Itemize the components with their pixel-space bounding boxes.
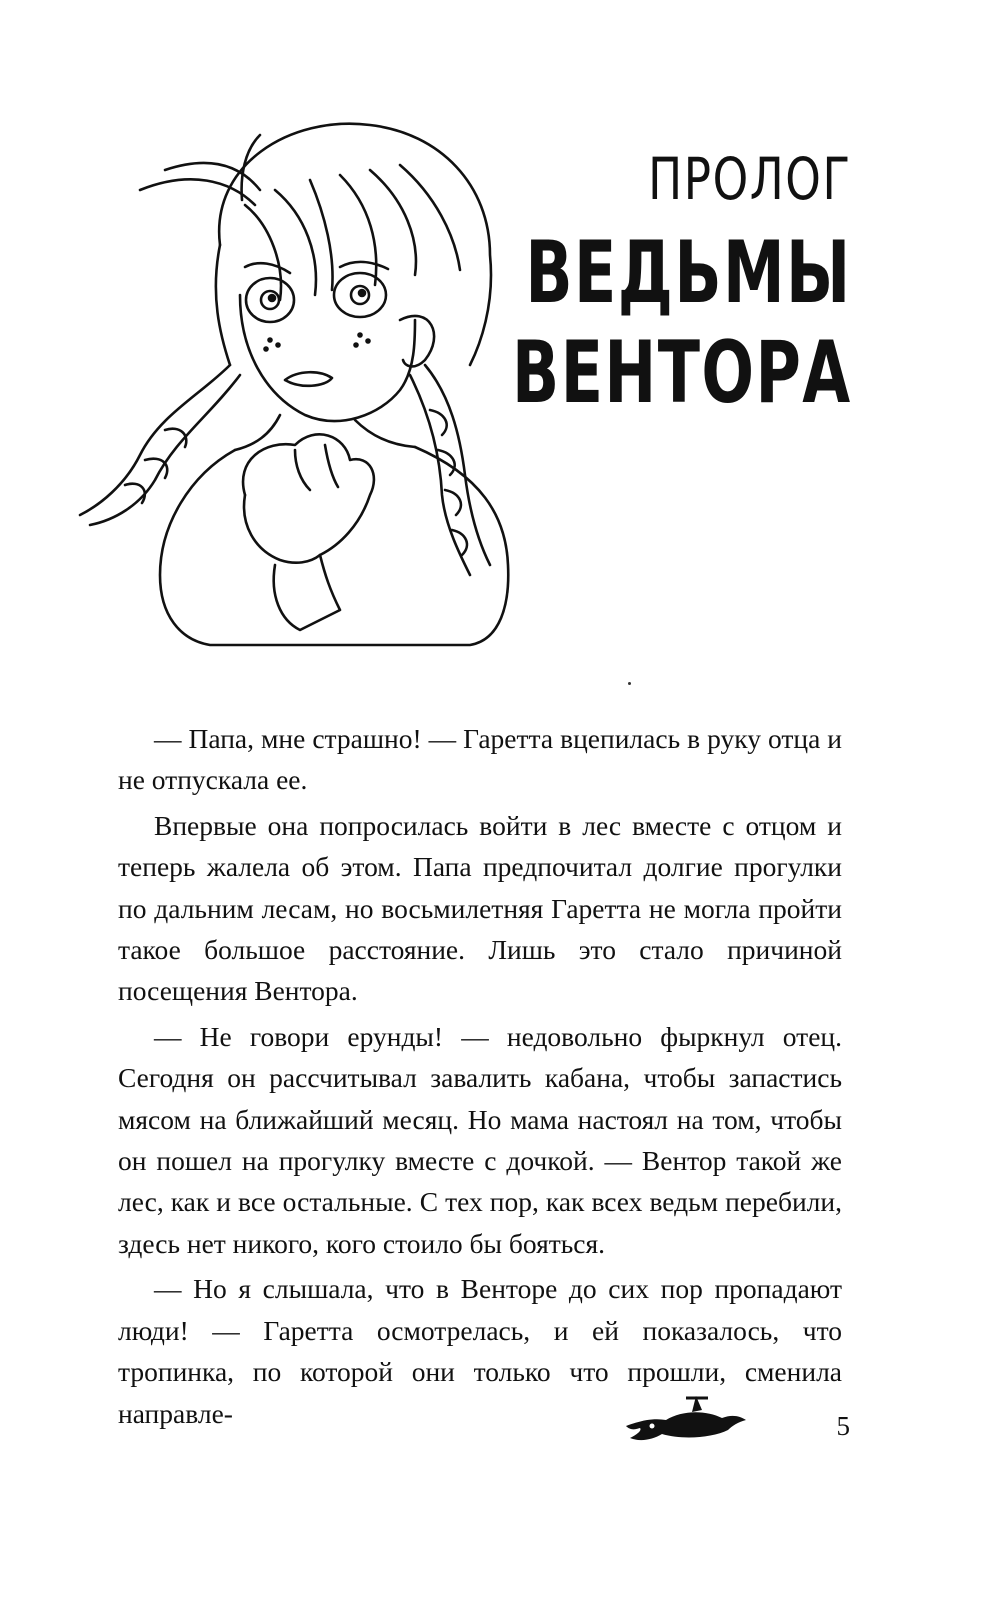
decorative-dot	[628, 682, 631, 685]
page-number: 5	[836, 1411, 850, 1441]
paragraph: — Но я слышала, что в Венторе до сих пор пропадают люди! — Гаретта осмотрелась, и ей показалось, что тропинка, по которой они только что прошли, сменила направле-	[118, 1273, 842, 1429]
chapter-title-line-1: ВЕДЬМЫ	[525, 223, 852, 323]
crow-icon	[622, 1390, 750, 1450]
chapter-heading	[380, 145, 852, 430]
paragraph: — Не говори ерунды! — недовольно фыркнул отец. Сегодня он рассчитывал завалить кабана, чтобы запастись мясом на ближайший месяц. Но мама настоял на том, чтобы он пошел на прогулку вместе с дочкой. — Вентор такой же лес, как и все остальные. С тех пор, как всех ведьм перебили, здесь нет никого, кого стоило бы бояться.	[118, 1020, 842, 1259]
paragraph: — Папа, мне страшно! — Гаретта вцепилась в руку отца и не отпускала ее.	[118, 723, 842, 796]
chapter-title-line-2: ВЕНТОРА	[512, 323, 852, 423]
chapter-kicker: ПРОЛОГ	[648, 145, 852, 213]
body-text	[118, 718, 842, 1438]
paragraph: Впервые она попросилась войти в лес вместе с отцом и теперь жалела об этом. Папа предпочитал долгие прогулки по дальним лесам, но восьмилетняя Гаретта не могла пройти такое большое расстояние. Лишь это стало причиной посещения Вентора.	[118, 809, 842, 1007]
